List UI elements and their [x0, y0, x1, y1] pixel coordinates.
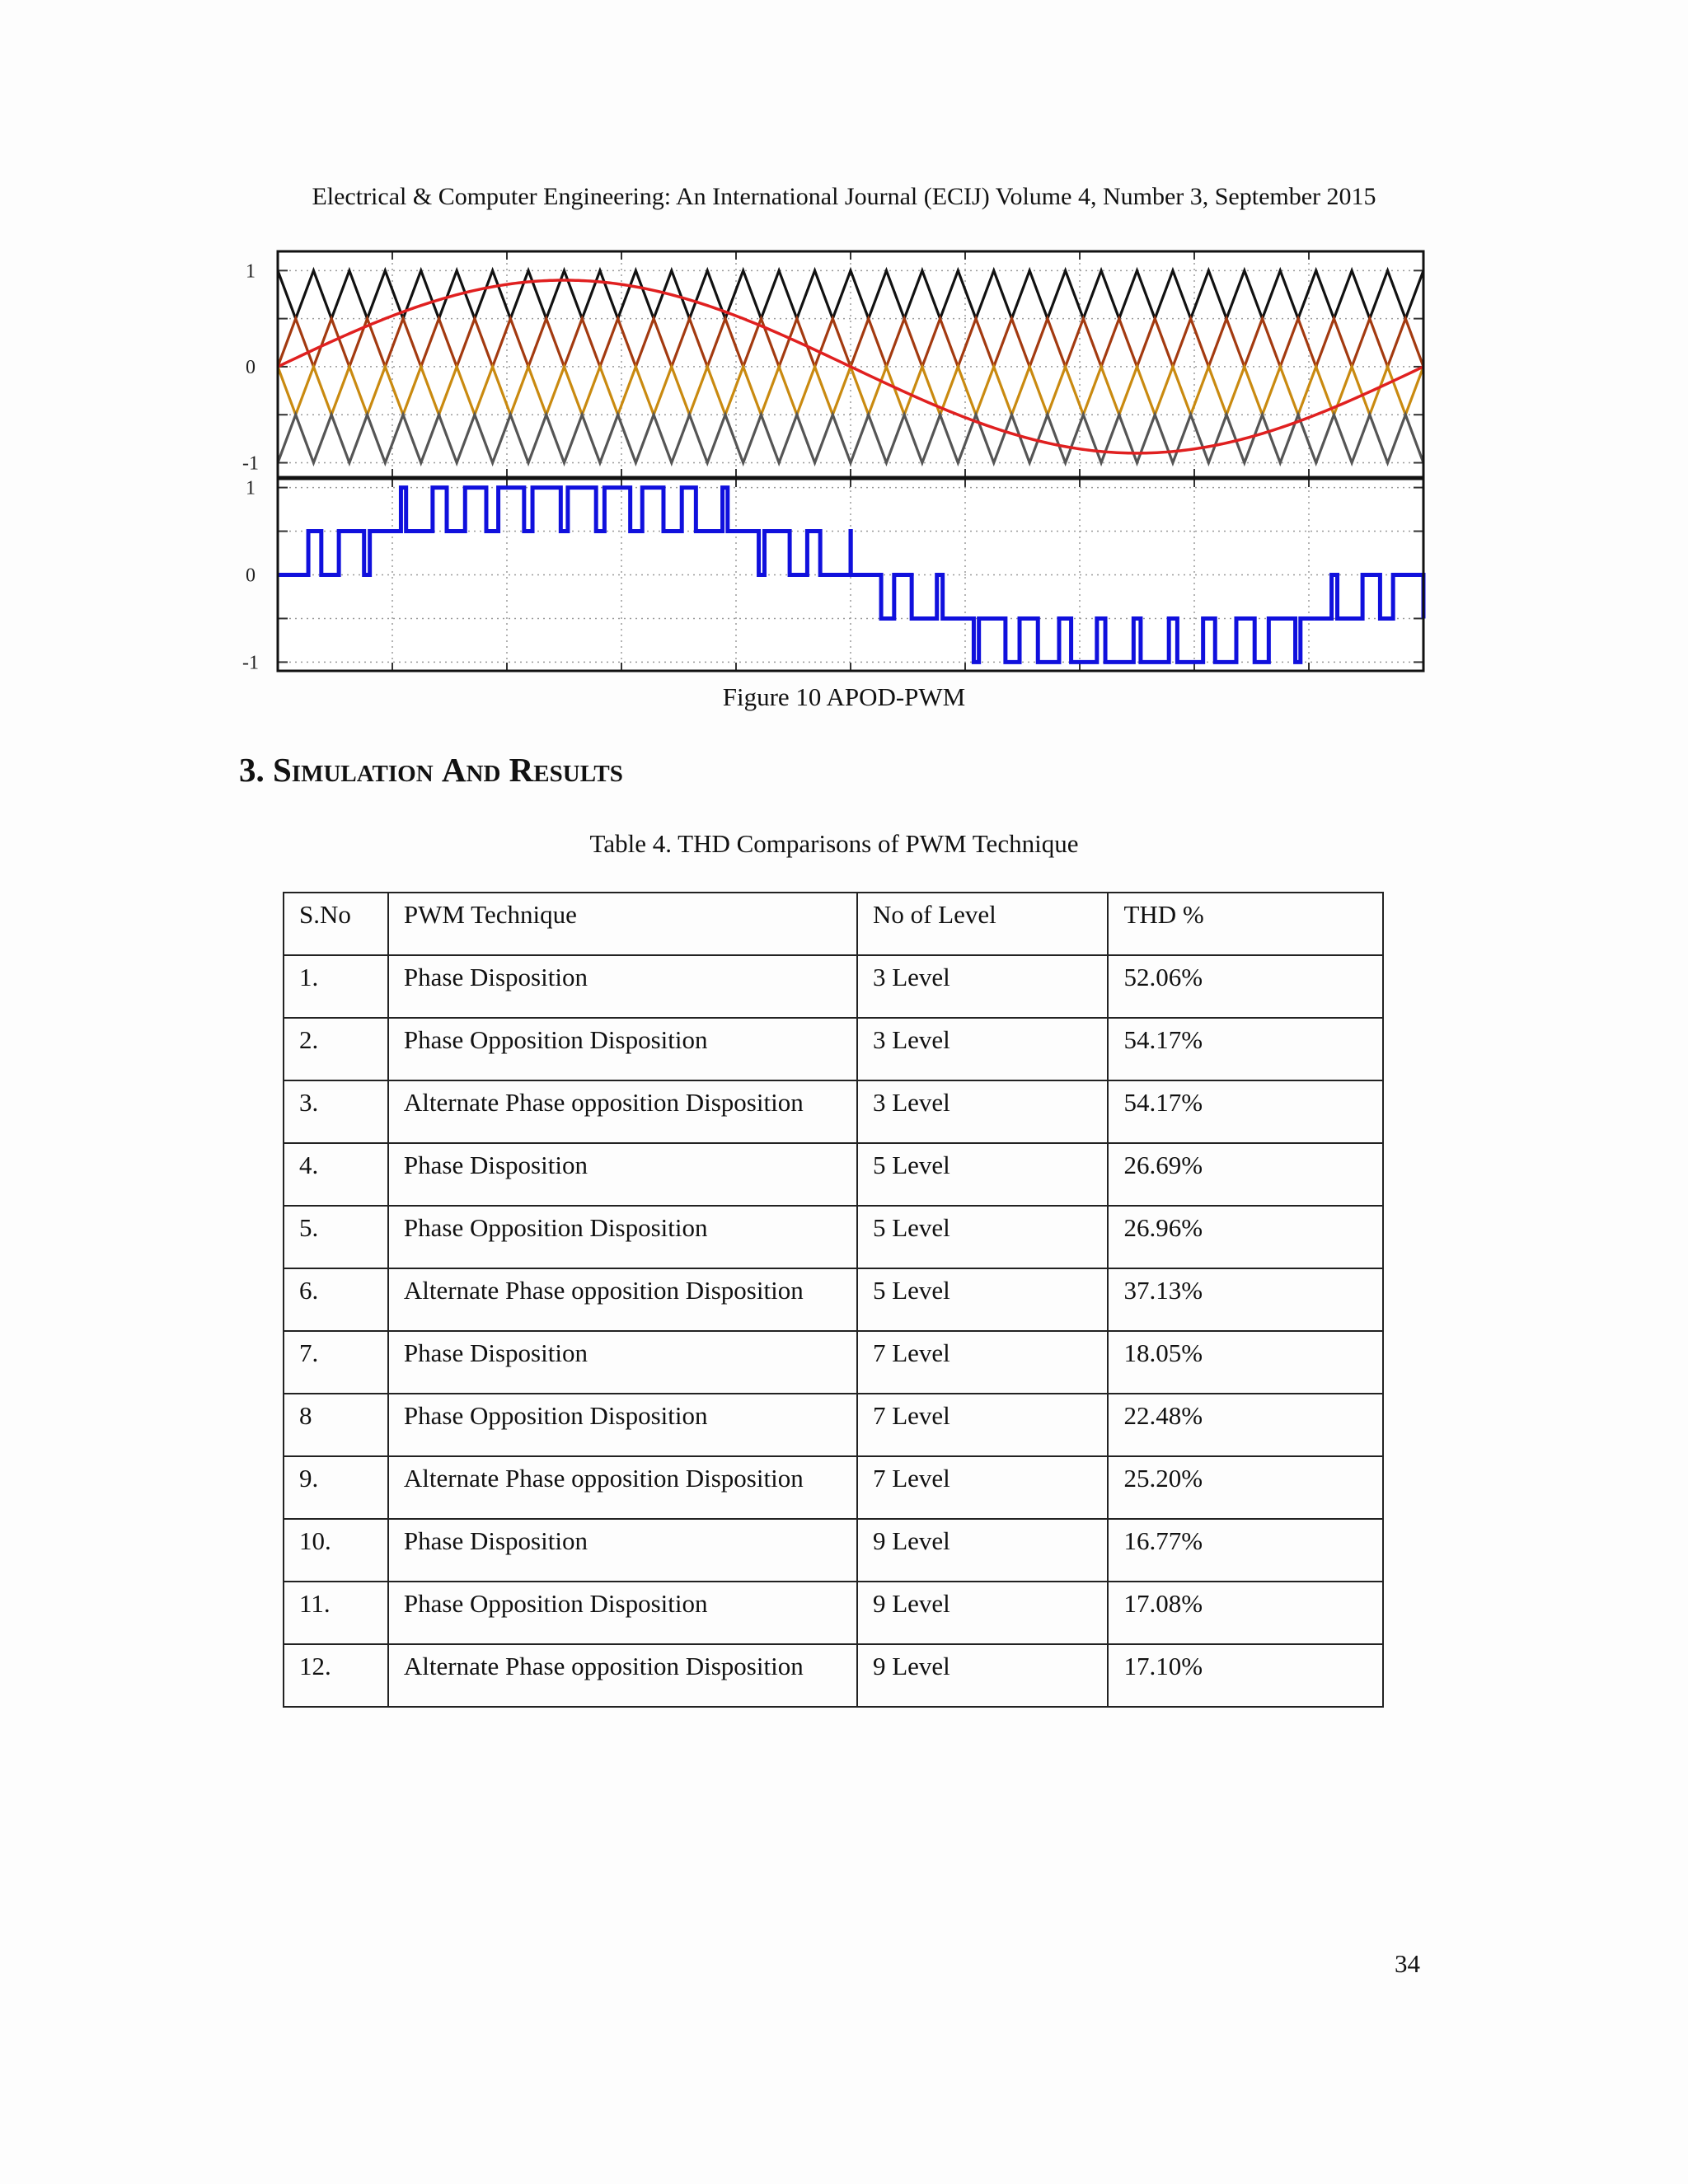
- table-cell: Phase Disposition: [388, 1331, 857, 1394]
- table-row: [284, 1644, 1383, 1707]
- table-header-row: [284, 893, 1383, 955]
- table-cell: 5 Level: [857, 1206, 1109, 1268]
- table-cell: 10.: [284, 1519, 388, 1582]
- table-cell: 25.20%: [1108, 1456, 1383, 1519]
- y-tick-label: 1: [246, 260, 256, 283]
- table-cell: 1.: [284, 955, 388, 1018]
- table-cell: 5 Level: [857, 1268, 1109, 1331]
- table-cell: 17.08%: [1108, 1582, 1383, 1644]
- table-cell: 5 Level: [857, 1143, 1109, 1206]
- table-cell: 11.: [284, 1582, 388, 1644]
- figure-caption: Figure 10 APOD-PWM: [722, 682, 966, 711]
- table-cell: 3 Level: [857, 955, 1109, 1018]
- table-cell: 9 Level: [857, 1644, 1109, 1707]
- section-number: 3.: [239, 751, 265, 789]
- table-cell: 2.: [284, 1018, 388, 1080]
- table-cell: 18.05%: [1108, 1331, 1383, 1394]
- table-cell: S.No: [284, 893, 388, 955]
- table-cell: Alternate Phase opposition Disposition: [388, 1644, 857, 1707]
- table-row: [284, 1519, 1383, 1582]
- table-cell: PWM Technique: [388, 893, 857, 955]
- table-cell: 7.: [284, 1331, 388, 1394]
- table-cell: 17.10%: [1108, 1644, 1383, 1707]
- table-cell: THD %: [1108, 893, 1383, 955]
- table-cell: Alternate Phase opposition Disposition: [388, 1080, 857, 1143]
- table-cell: 7 Level: [857, 1456, 1109, 1519]
- table-cell: 5.: [284, 1206, 388, 1268]
- table-caption: Table 4. THD Comparisons of PWM Technique: [589, 829, 1079, 858]
- y-tick-label: -1: [242, 652, 259, 674]
- table-cell: 54.17%: [1108, 1018, 1383, 1080]
- apod-pwm-chart: [242, 247, 1423, 676]
- apod-pwm-figure: [242, 247, 1423, 676]
- section-title-word-2: And: [441, 751, 501, 789]
- table-cell: 7 Level: [857, 1331, 1109, 1394]
- table-cell: 9.: [284, 1456, 388, 1519]
- journal-header: Electrical & Computer Engineering: An International Journal (ECIJ) Volume 4, Number 3, September 2015: [312, 183, 1376, 210]
- table-cell: 9 Level: [857, 1582, 1109, 1644]
- y-tick-label: 1: [246, 477, 256, 499]
- table-cell: Alternate Phase opposition Disposition: [388, 1456, 857, 1519]
- table-cell: Phase Opposition Disposition: [388, 1394, 857, 1456]
- table-cell: Phase Opposition Disposition: [388, 1018, 857, 1080]
- table-row: [284, 1080, 1383, 1143]
- table-cell: 12.: [284, 1644, 388, 1707]
- section-heading: [239, 750, 623, 790]
- table-row: [284, 1456, 1383, 1519]
- table-row: [284, 1582, 1383, 1644]
- y-tick-label: 0: [246, 565, 256, 587]
- thd-comparison-table: [283, 892, 1384, 1708]
- table-row: [284, 1206, 1383, 1268]
- table-cell: 52.06%: [1108, 955, 1383, 1018]
- table-cell: 26.69%: [1108, 1143, 1383, 1206]
- table-row: [284, 1268, 1383, 1331]
- pwm-output-panel: [278, 479, 1423, 671]
- y-tick-label: 0: [246, 356, 256, 378]
- table-cell: Alternate Phase opposition Disposition: [388, 1268, 857, 1331]
- y-tick-labels: [242, 260, 259, 673]
- table-cell: No of Level: [857, 893, 1109, 955]
- table-cell: 7 Level: [857, 1394, 1109, 1456]
- table-cell: 3.: [284, 1080, 388, 1143]
- page-number: 34: [1395, 1949, 1420, 1978]
- table-cell: Phase Opposition Disposition: [388, 1582, 857, 1644]
- carrier-reference-panel: [278, 251, 1423, 477]
- table-row: [284, 1331, 1383, 1394]
- table-cell: 4.: [284, 1143, 388, 1206]
- table-cell: 8: [284, 1394, 388, 1456]
- table-cell: 6.: [284, 1268, 388, 1331]
- section-title-word-3: Results: [509, 751, 623, 789]
- table-row: [284, 1394, 1383, 1456]
- table-cell: Phase Disposition: [388, 1519, 857, 1582]
- table-cell: 3 Level: [857, 1080, 1109, 1143]
- table-cell: Phase Opposition Disposition: [388, 1206, 857, 1268]
- table-cell: 54.17%: [1108, 1080, 1383, 1143]
- table-cell: 22.48%: [1108, 1394, 1383, 1456]
- table-row: [284, 955, 1383, 1018]
- table-cell: 16.77%: [1108, 1519, 1383, 1582]
- table-cell: Phase Disposition: [388, 1143, 857, 1206]
- table-cell: Phase Disposition: [388, 955, 857, 1018]
- table-cell: 26.96%: [1108, 1206, 1383, 1268]
- table-row: [284, 1018, 1383, 1080]
- section-title-word-1: Simulation: [273, 751, 434, 789]
- table-cell: 37.13%: [1108, 1268, 1383, 1331]
- table-cell: 3 Level: [857, 1018, 1109, 1080]
- table-row: [284, 1143, 1383, 1206]
- table-cell: 9 Level: [857, 1519, 1109, 1582]
- y-tick-label: -1: [242, 452, 259, 475]
